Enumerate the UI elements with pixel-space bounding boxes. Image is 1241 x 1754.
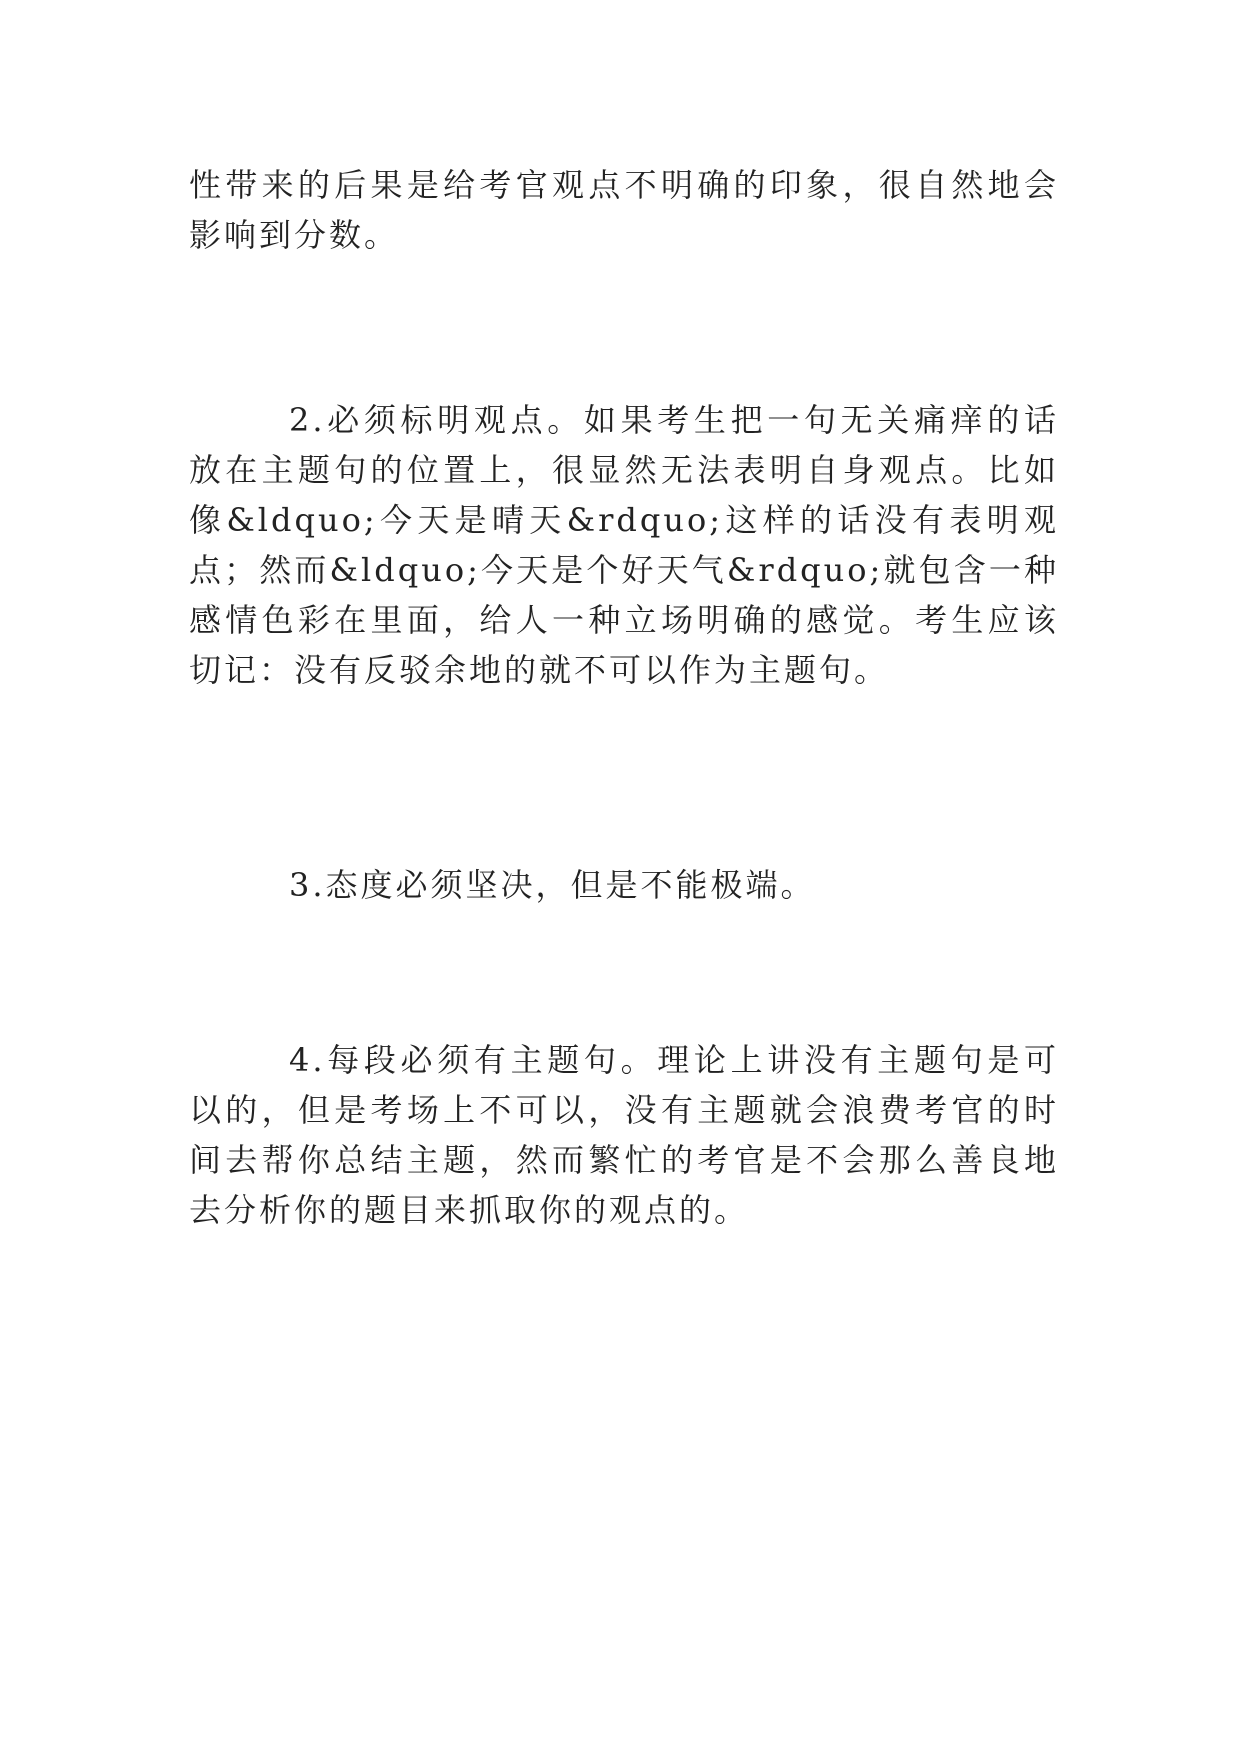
paragraph-point-4: 4.每段必须有主题句。理论上讲没有主题句是可以的，但是考场上不可以，没有主题就会浪费考官的时间去帮你总结主题，然而繁忙的考官是不会那么善良地去分析你的题目来抓取你的观点的。: [189, 1041, 1059, 1229]
paragraph-point-3: 3.态度必须坚决，但是不能极端。: [289, 866, 816, 904]
paragraph-point-2: 2.必须标明观点。如果考生把一句无关痛痒的话放在主题句的位置上，很显然无法表明自身观点。比如像&ldquo;今天是晴天&rdquo;这样的话没有表明观点；然而&ldquo;今天是个好天气&rdquo;就包含一种感情色彩在里面，给人一种立场明确的感觉。考生应该切记：没有反驳余地的就不可以作为主题句。: [189, 401, 1059, 689]
paragraph-continuation: 性带来的后果是给考官观点不明确的印象，很自然地会影响到分数。: [189, 166, 1059, 254]
